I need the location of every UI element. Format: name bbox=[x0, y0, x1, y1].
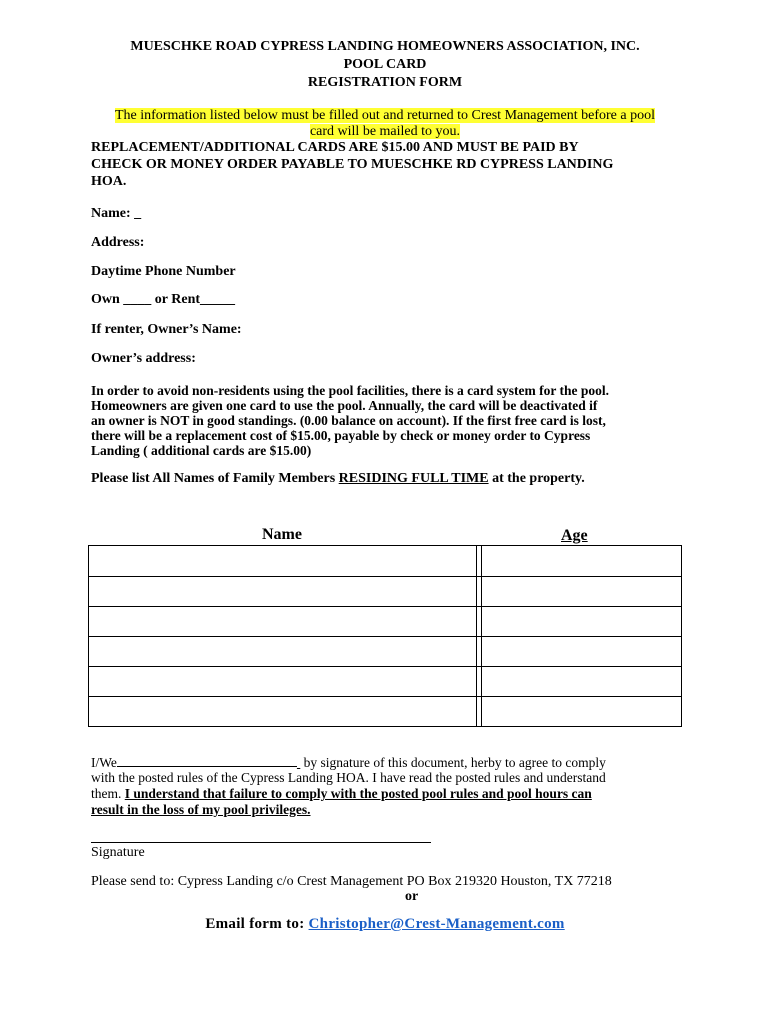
table-row bbox=[89, 576, 681, 607]
age-cell[interactable] bbox=[481, 696, 682, 726]
agreement-line2: with the posted rules of the Cypress Landing HOA. I have read the posted rules and understand bbox=[91, 770, 606, 785]
header-title-line3: REGISTRATION FORM bbox=[307, 75, 463, 90]
replacement-line3: HOA. bbox=[91, 174, 127, 189]
table-row bbox=[89, 636, 681, 667]
policy-line3: an owner is NOT in good standings. (0.00 balance on account). If the first free card is lost, bbox=[91, 413, 606, 428]
table-row bbox=[89, 696, 681, 726]
phone-field-label[interactable]: Daytime Phone Number bbox=[91, 264, 236, 279]
mailing-address: Please send to: Cypress Landing c/o Crest Management PO Box 219320 Houston, TX 77218 bbox=[91, 874, 612, 889]
name-cell[interactable] bbox=[89, 666, 477, 696]
family-members-table bbox=[88, 545, 682, 727]
or-separator: or bbox=[405, 889, 419, 904]
header-title-line2: POOL CARD bbox=[343, 57, 427, 72]
name-cell[interactable] bbox=[89, 576, 477, 606]
agreement-line4: result in the loss of my pool privileges. bbox=[91, 802, 311, 817]
name-cell[interactable] bbox=[89, 636, 477, 666]
owner-address-label[interactable]: Owner’s address: bbox=[91, 351, 196, 366]
name-cell[interactable] bbox=[89, 696, 477, 726]
policy-line5: Landing ( additional cards are $15.00) bbox=[91, 443, 312, 458]
policy-line2: Homeowners are given one card to use the pool. Annually, the card will be deactivated if bbox=[91, 398, 598, 413]
table-row bbox=[89, 606, 681, 637]
age-cell[interactable] bbox=[481, 546, 682, 576]
family-instruction: Please list All Names of Family Members RESIDING FULL TIME at the property. bbox=[91, 471, 585, 486]
email-link[interactable]: Christopher@Crest-Management.com bbox=[308, 916, 565, 932]
family-emphasis: RESIDING FULL TIME bbox=[338, 471, 489, 486]
agreement-line3: them. I understand that failure to comply with the posted pool rules and pool hours can bbox=[91, 786, 592, 801]
replacement-line2: CHECK OR MONEY ORDER PAYABLE TO MUESCHKE RD CYPRESS LANDING bbox=[91, 157, 614, 172]
name-field-label[interactable]: Name: _ bbox=[91, 206, 142, 221]
email-line: Email form to: Christopher@Crest-Management.com bbox=[205, 916, 565, 932]
name-cell[interactable] bbox=[89, 546, 477, 576]
age-cell[interactable] bbox=[481, 576, 682, 606]
renter-owner-name-label[interactable]: If renter, Owner’s Name: bbox=[91, 322, 242, 337]
name-cell[interactable] bbox=[89, 606, 477, 636]
header-title-line1: MUESCHKE ROAD CYPRESS LANDING HOMEOWNERS ASSOCIATION, INC. bbox=[130, 39, 640, 54]
notice-line1: The information listed below must be filled out and returned to Crest Management before a pool bbox=[114, 108, 656, 123]
signature-line[interactable] bbox=[91, 842, 431, 843]
policy-line1: In order to avoid non-residents using the pool facilities, there is a card system for the pool. bbox=[91, 383, 609, 398]
age-cell[interactable] bbox=[481, 666, 682, 696]
policy-line4: there will be a replacement cost of $15.00, payable by check or money order to Cypress bbox=[91, 428, 591, 443]
notice-line2: card will be mailed to you. bbox=[309, 124, 461, 139]
own-rent-field[interactable]: Own ____ or Rent_____ bbox=[91, 292, 236, 307]
table-row bbox=[89, 546, 681, 577]
names-blank[interactable] bbox=[117, 754, 297, 767]
replacement-line1: REPLACEMENT/ADDITIONAL CARDS ARE $15.00 AND MUST BE PAID BY bbox=[91, 140, 579, 155]
table-header-age: Age bbox=[561, 527, 588, 544]
signature-label: Signature bbox=[91, 845, 145, 860]
table-header-name: Name bbox=[262, 526, 302, 543]
table-row bbox=[89, 666, 681, 697]
address-field-label[interactable]: Address: bbox=[91, 235, 145, 250]
agreement-line1: I/We by signature of this document, herby to agree to comply bbox=[91, 755, 606, 770]
age-cell[interactable] bbox=[481, 606, 682, 636]
age-cell[interactable] bbox=[481, 636, 682, 666]
